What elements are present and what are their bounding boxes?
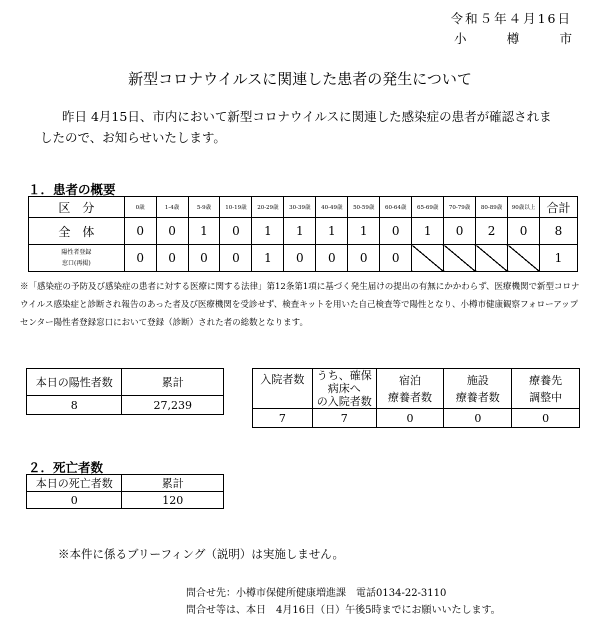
empty-cell-slash [444,245,476,272]
facility-header [444,369,512,409]
patient-age-table [28,196,578,272]
table-cell: 0 [380,245,412,272]
table-cell: 0 [348,245,380,272]
deaths-table [26,474,224,509]
table-cell: 1 [284,218,316,245]
table-cell: 0 [156,218,188,245]
contact-info: 問合せ先：小樽市保健所健康増進課 電話0134-22-3110 [186,588,447,599]
inpatients-header: 入院者数 [253,369,313,409]
table-cell: 1 [348,218,380,245]
issuer-city-char: 小 [454,31,467,46]
category-header: 区 分 [29,197,125,218]
today-deaths-header: 本日の死亡者数 [27,475,122,492]
table-cell: 0 [380,218,412,245]
total-deaths-value: 120 [122,492,224,509]
table-row [27,396,224,415]
header-line: の入院者数 [316,395,372,408]
table-cell: 0 [508,218,540,245]
age-header: 50-59歳 [348,197,380,218]
table-cell: 0 [124,245,156,272]
header-line: 療養先 [529,373,563,387]
total-positives-header: 累計 [122,369,224,396]
positives-table [26,368,224,415]
table-header-row [29,197,578,218]
table-header-row [27,475,224,492]
footnote: ※「感染症の予防及び感染症の患者に対する医療に関する法律」第12条第1項に基づく発生届けの提出の有無にかかわらず、医療機関で新型コロナウイルス感染症と診断され報告のあった者及び医療機関を受診せず、検査キットを用いた自己検査等で陽性となり、小樽市健康観察フォローアップセンター陽性者登録窓口において登録（診断）された者の総数となります。 [20,282,580,328]
header-line: 施設 [466,373,489,387]
table-cell: 0 [316,245,348,272]
today-positives-value: 8 [27,396,122,415]
table-row [29,245,578,272]
age-header: 5-9歳 [188,197,220,218]
hotel-header [376,369,444,409]
issuer-city-char: 樽 [506,31,520,46]
age-header: 40-49歳 [316,197,348,218]
age-header: 80-89歳 [476,197,508,218]
table-cell: 1 [412,218,444,245]
table-row [27,492,224,509]
contact-deadline: 問合せ等は、本日 4月16日（日）午後5時までにお願いいたします。 [186,605,501,616]
table-cell: 1 [252,245,284,272]
row-label-line: 陽性者登録 [61,249,92,256]
total-positives-value: 27,239 [122,396,224,415]
table-cell: 0 [220,218,252,245]
age-header: 1-4歳 [156,197,188,218]
total-header: 合計 [540,197,578,218]
table-row [29,218,578,245]
table-cell: 0 [284,245,316,272]
priority-bed-header [312,369,376,409]
inpatients-table [252,368,580,428]
empty-cell-slash [508,245,540,272]
header-line: 療養者数 [455,390,500,404]
age-header: 0歳 [124,197,156,218]
table-cell: 0 [220,245,252,272]
table-cell: 0 [444,409,512,428]
table-cell: 7 [312,409,376,428]
table-cell: 0 [188,245,220,272]
section-heading-patients: １．患者の概要 [28,182,116,197]
age-header: 90歳以上 [508,197,540,218]
age-header: 70-79歳 [444,197,476,218]
issuer-city [454,29,572,47]
document-date: 令和５年４月16日 [450,11,572,26]
header-line: 調整中 [529,390,563,404]
issuer-city-char: 市 [559,31,572,46]
empty-cell-slash [476,245,508,272]
table-row [253,409,580,428]
table-cell-total: 8 [540,218,578,245]
header-line: 宿泊 [399,373,422,387]
age-header: 10-19歳 [220,197,252,218]
table-cell: 0 [444,218,476,245]
section-heading-deaths: ２．死亡者数 [28,460,104,475]
table-cell: 1 [252,218,284,245]
row-label: 全 体 [29,218,125,245]
intro-paragraph: 昨日 4月15日、市内において新型コロナウイルスに関連した感染症の患者が確認されましたので、お知らせいたします。 [40,109,552,145]
table-cell: 1 [188,218,220,245]
table-header-row [27,369,224,396]
age-header: 60-64歳 [380,197,412,218]
table-cell: 0 [156,245,188,272]
table-cell: 0 [512,409,580,428]
briefing-note: ※本件に係るブリーフィング（説明）は実施しません。 [58,547,345,561]
age-header: 20-29歳 [252,197,284,218]
table-cell: 0 [376,409,444,428]
table-cell: 1 [316,218,348,245]
total-deaths-header: 累計 [122,475,224,492]
table-cell: 0 [124,218,156,245]
empty-cell-slash [412,245,444,272]
age-header: 30-39歳 [284,197,316,218]
today-positives-header: 本日の陽性者数 [27,369,122,396]
table-cell: 7 [253,409,313,428]
pending-header [512,369,580,409]
document-title: 新型コロナウイルスに関連した患者の発生について [128,70,472,88]
age-header: 65-69歳 [412,197,444,218]
header-line: 療養者数 [388,390,433,404]
table-cell: 2 [476,218,508,245]
table-cell-total: 1 [540,245,578,272]
today-deaths-value: 0 [27,492,122,509]
row-label-line: 窓口(再掲) [62,260,91,267]
header-line: うち、確保病床へ [316,369,372,395]
row-label [29,245,125,272]
